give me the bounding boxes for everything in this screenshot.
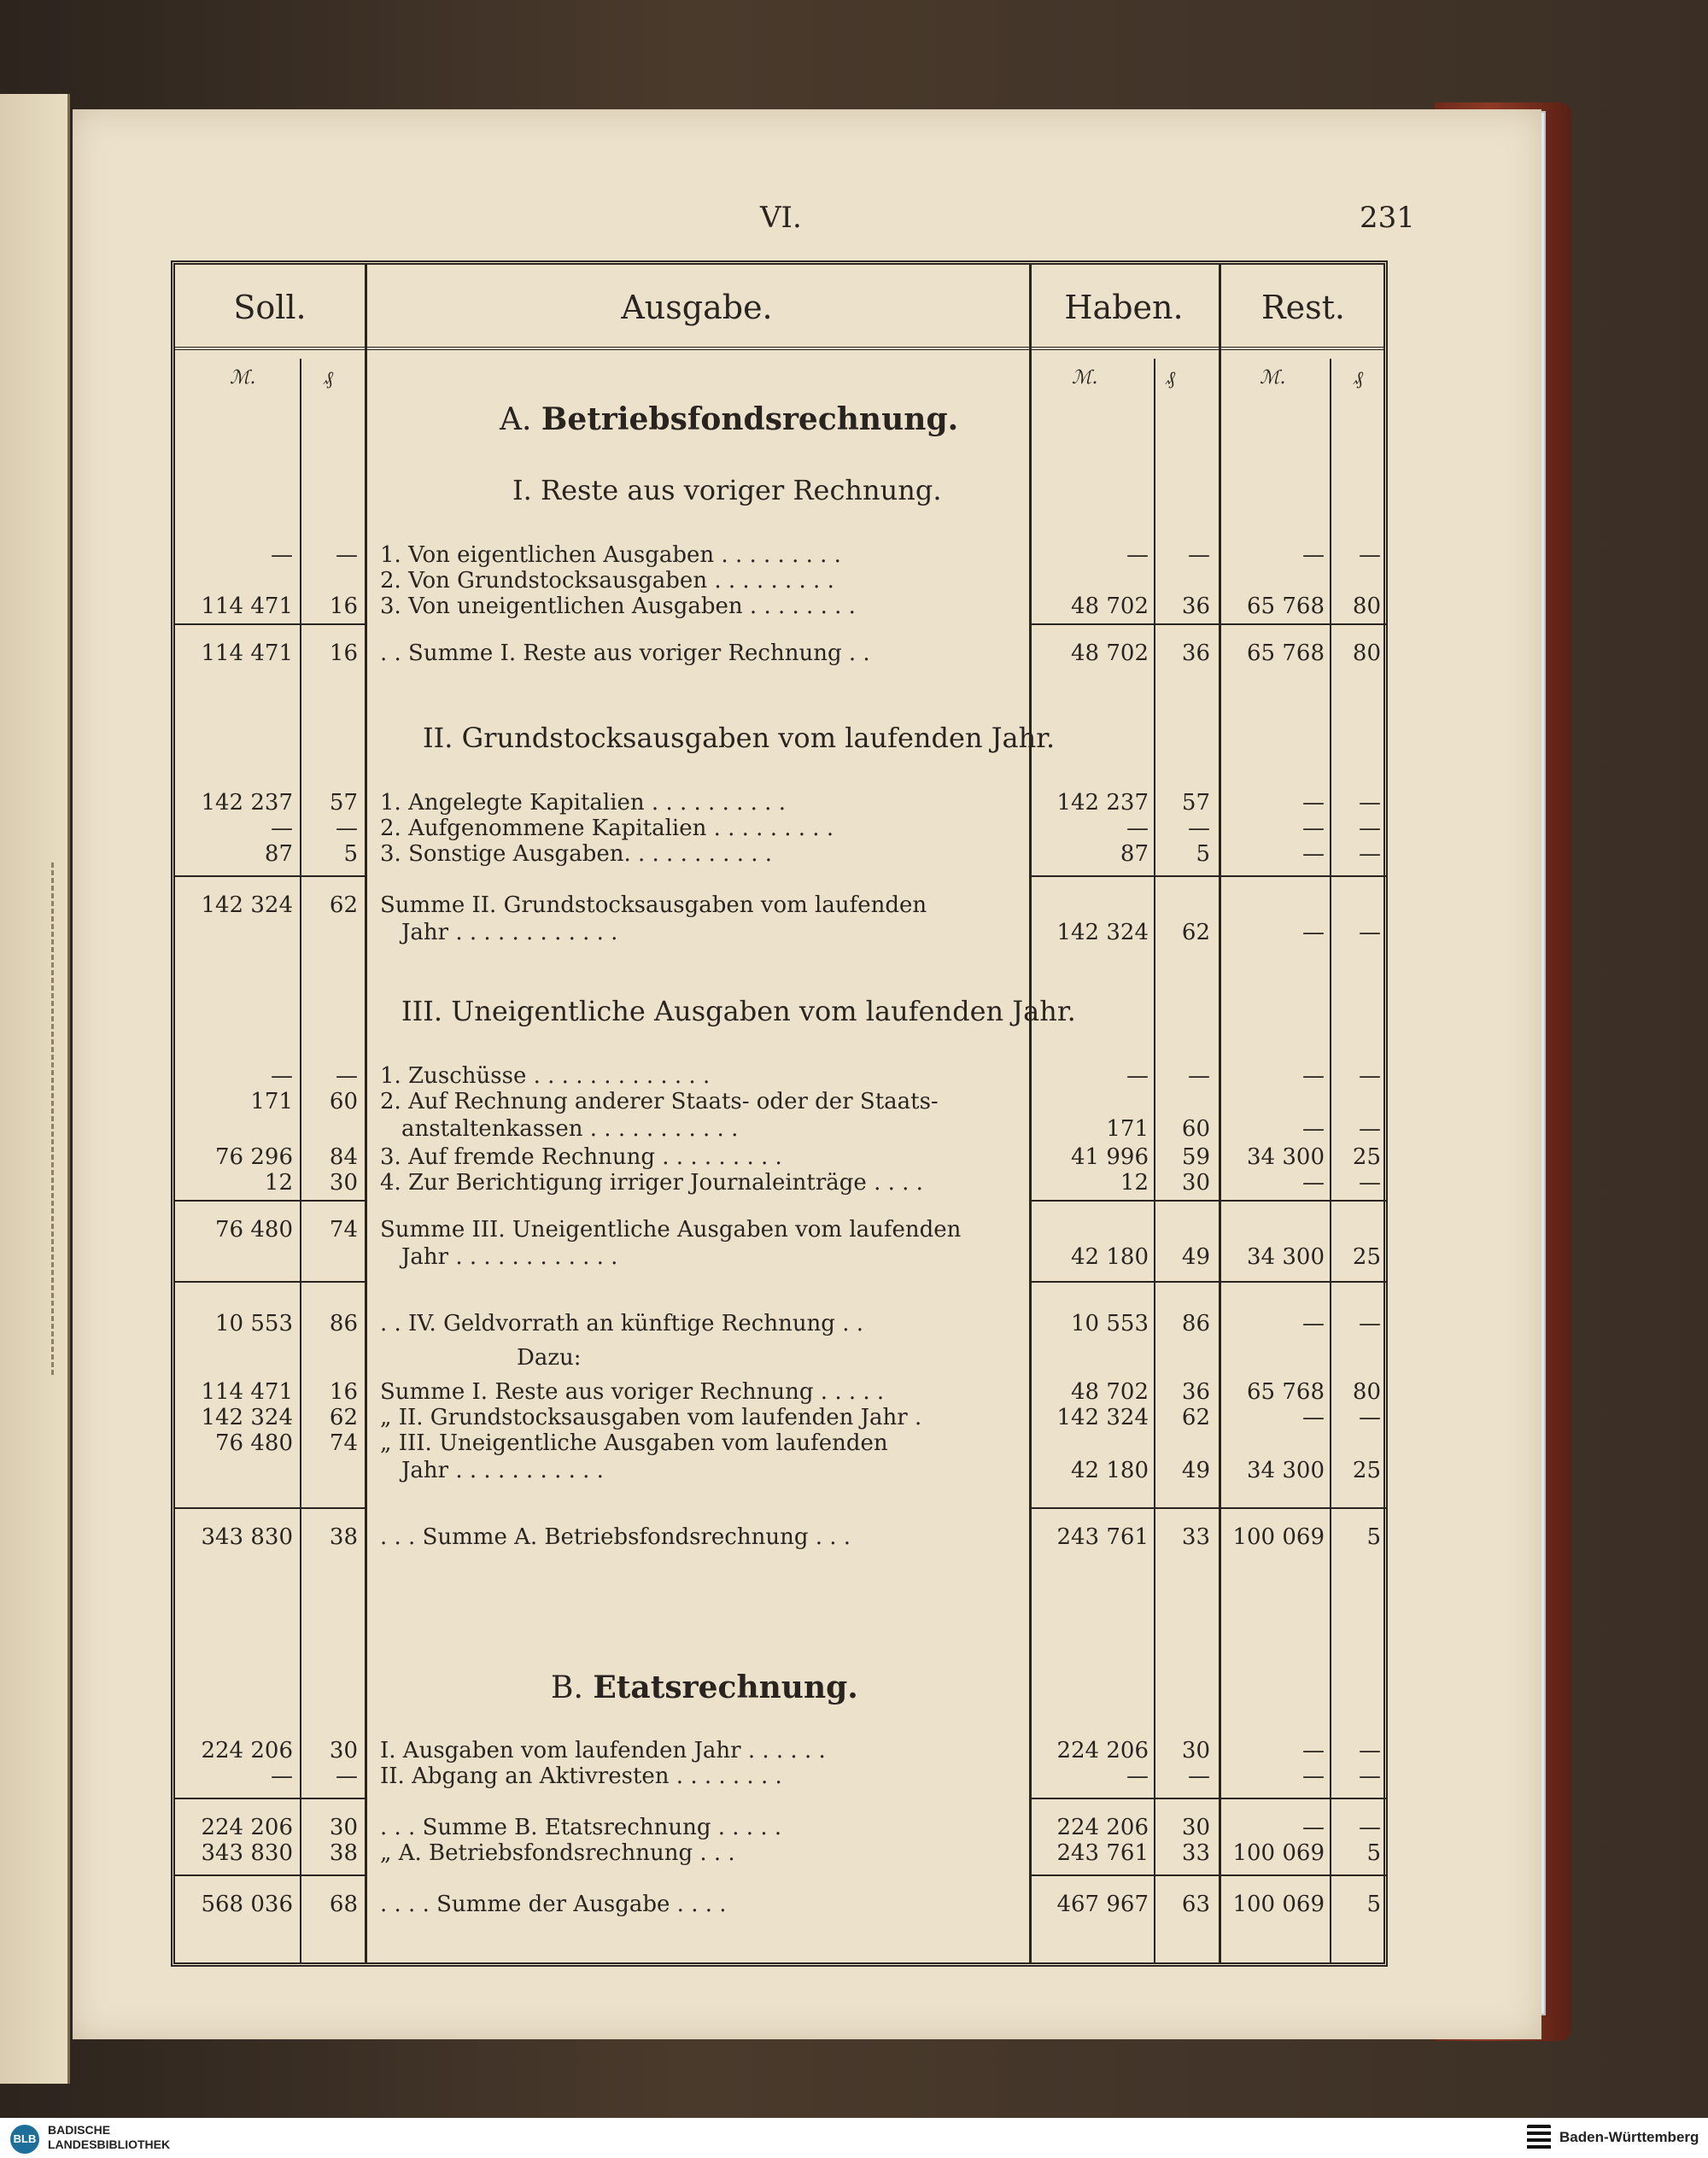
section_a-group3-rows-1-label: 2. Auf Rechnung anderer Staats- oder der Staats- [380, 1089, 939, 1114]
section_b-sums-0-label: . . . Summe B. Etatsrechnung . . . . . [380, 1815, 782, 1840]
section_a-group1-rows-0-haben-p: — [1188, 542, 1210, 568]
section_a-group4-row-label: . . IV. Geldvorrath an künftige Rechnung . . [380, 1311, 864, 1336]
section_a-group2-rows-2-soll-m: 87 [264, 841, 293, 867]
sum-rule [1029, 1200, 1388, 1202]
section_a-group2-rows-2-soll-p: 5 [343, 841, 358, 867]
sum-rule [175, 1281, 365, 1283]
section_a-group4-total-haben-p: 33 [1181, 1524, 1210, 1550]
sum-rule [1029, 875, 1388, 877]
section_a-group4-total-soll-m: 343 830 [201, 1524, 293, 1550]
section-b-letter: B. [551, 1670, 583, 1705]
section_a-group4-rows-0-rest-p: 80 [1352, 1379, 1381, 1405]
section_b-grand_total-label: . . . . Summe der Ausgabe . . . . [380, 1892, 727, 1917]
section_a-group4-row-haben-m: 10 553 [1071, 1311, 1149, 1336]
section_a-group2-rows-2-haben-p: 5 [1196, 841, 1210, 867]
sum-rule [1029, 623, 1388, 625]
section_a-group3-rows-2-haben-m: 41 996 [1071, 1144, 1149, 1170]
section_a-group3-rows-0-soll-p: — [336, 1063, 358, 1089]
sum-rule [175, 1874, 365, 1876]
section_a-group4-total-label: . . . Summe A. Betriebsfondsrechnung . . . [380, 1524, 851, 1550]
section_a-group4-rows-1-soll-p: 62 [329, 1405, 358, 1430]
section_b-sums-1-soll-m: 343 830 [201, 1840, 293, 1866]
section_a-group3-sum-rest-p: 25 [1352, 1244, 1381, 1270]
section_a-group1-rows-0-label: 1. Von eigentlichen Ausgaben . . . . . . . . . [380, 542, 841, 568]
page-number: 231 [1360, 201, 1415, 235]
section_a-group2-sum-soll-m: 142 324 [201, 892, 293, 918]
section_a-group4-total-rest-p: 5 [1366, 1524, 1381, 1550]
left-page-edge [0, 94, 70, 2084]
col-haben: Haben. [1064, 289, 1184, 326]
ledger-table [171, 260, 1388, 1967]
section_a-group3-rows-3-haben-m: 12 [1120, 1170, 1149, 1196]
section_b-grand_total-rest-m: 100 069 [1232, 1892, 1325, 1917]
col-rest: Rest. [1261, 289, 1345, 326]
section_b-rows-1-haben-m: — [1126, 1763, 1149, 1789]
section_a-group4-rows-2-soll-p: 74 [329, 1430, 358, 1456]
section_a-group2-sum-haben-m: 142 324 [1056, 920, 1149, 945]
section_a-group1-rows-0-soll-p: — [336, 542, 358, 568]
section_a-group3-rows-1-label-2: anstaltenkassen . . . . . . . . . . . [401, 1116, 739, 1142]
section_a-group1-rows-2-rest-p: 80 [1352, 594, 1381, 619]
rule-soll-end [365, 265, 367, 1962]
section_a-group3-rows-3-rest-p: — [1359, 1170, 1381, 1196]
blb-name [48, 2123, 170, 2152]
section_b-grand_total-soll-m: 568 036 [201, 1892, 293, 1917]
section_b-sums-0-soll-p: 30 [329, 1815, 358, 1840]
binding-stitch [51, 863, 55, 1375]
section_a-group2-rows-1-soll-m: — [271, 816, 293, 841]
section_a-group2-rows-1-haben-m: — [1126, 816, 1149, 841]
section_a-group1-rows-2-soll-p: 16 [329, 594, 358, 619]
section-numeral: VI. [760, 201, 802, 235]
section_a-group4-rows-1-soll-m: 142 324 [201, 1405, 293, 1430]
section_a-group3-rows-3-soll-m: 12 [264, 1170, 293, 1196]
section_a-group1-sum-haben-m: 48 702 [1071, 640, 1149, 666]
sum-rule [175, 623, 365, 625]
section_a-group4-rows-1-rest-p: — [1359, 1405, 1381, 1430]
section_a-group3-rows-2-label: 3. Auf fremde Rechnung . . . . . . . . . [380, 1144, 782, 1170]
section_a-group2-rows-0-soll-m: 142 237 [201, 790, 293, 816]
section_a-group4-rows-0-soll-m: 114 471 [201, 1379, 293, 1405]
section_b-grand_total-soll-p: 68 [329, 1892, 358, 1917]
section_a-group3-rows-2-soll-m: 76 296 [215, 1144, 293, 1170]
section_a-group4-rows-1-label: „ II. Grundstocksausgaben vom laufenden Jahr . [380, 1405, 922, 1430]
section_a-group4-row-haben-p: 86 [1181, 1311, 1210, 1336]
section_a-group3-rows-1-rest-m: — [1302, 1116, 1325, 1142]
section_a-group3-rows-1-haben-m: 171 [1106, 1116, 1149, 1142]
section_a-group1-sum-haben-p: 36 [1181, 640, 1210, 666]
section_a-group4-row-soll-m: 10 553 [215, 1311, 293, 1336]
section-b-title [551, 1670, 858, 1705]
section_b-grand_total-haben-p: 63 [1181, 1892, 1210, 1917]
section_a-group1-rows-2-label: 3. Von uneigentlichen Ausgaben . . . . . . . . [380, 594, 856, 619]
section_b-rows-1-label: II. Abgang an Aktivresten . . . . . . . . [380, 1763, 782, 1789]
section_a-group1-rows-0-rest-p: — [1359, 542, 1381, 568]
section_a-group2-rows-0-label: 1. Angelegte Kapitalien . . . . . . . . . . [380, 790, 786, 816]
section_a-group4-rows-2-soll-m: 76 480 [215, 1430, 293, 1456]
section_a-group2-sum-soll-p: 62 [329, 892, 358, 918]
section_a-group4-row-soll-p: 86 [329, 1311, 358, 1336]
section_a-group1-rows-1-label: 2. Von Grundstocksausgaben . . . . . . . . . [380, 568, 834, 594]
unit-pf-rest: ₰ [1354, 368, 1363, 389]
section_b-rows-0-soll-m: 224 206 [201, 1738, 293, 1763]
section_b-sums-0-soll-m: 224 206 [201, 1815, 293, 1840]
section_a-group4-rows-0-haben-m: 48 702 [1071, 1379, 1149, 1405]
section_a-group3-rows-2-rest-p: 25 [1352, 1144, 1381, 1170]
sum-rule [175, 1507, 365, 1509]
section_a-group4-rows-2-label-2: Jahr . . . . . . . . . . . [401, 1458, 604, 1483]
section_a-group3-sum-soll-m: 76 480 [215, 1217, 293, 1243]
section_a-group4-row-rest-p: — [1359, 1311, 1381, 1336]
section_a-group3-rows-1-rest-p: — [1359, 1116, 1381, 1142]
col-soll: Soll. [233, 289, 307, 326]
section_a-group3-sum-soll-p: 74 [329, 1217, 358, 1243]
section_a-group2-rows-0-haben-p: 57 [1181, 790, 1210, 816]
section_a-group3-rows-2-rest-m: 34 300 [1247, 1144, 1325, 1170]
section_a-group3-rows-0-soll-m: — [271, 1063, 293, 1089]
section_b-rows-0-rest-p: — [1359, 1738, 1381, 1763]
group3-title: III. Uneigentliche Ausgaben vom laufenden Jahr. [401, 995, 1076, 1027]
unit-pf-soll: ₰ [324, 368, 333, 389]
section_a-group4-rows-1-haben-p: 62 [1181, 1405, 1210, 1430]
section_b-sums-1-rest-p: 5 [1366, 1840, 1381, 1866]
section_a-group4-total-rest-m: 100 069 [1232, 1524, 1325, 1550]
section_a-group1-sum-rest-p: 80 [1352, 640, 1381, 666]
section_a-group3-rows-1-soll-m: 171 [250, 1089, 293, 1114]
section_b-rows-1-soll-p: — [336, 1763, 358, 1789]
section_a-group3-sum-label: Summe III. Uneigentliche Ausgaben vom laufenden [380, 1217, 962, 1243]
section_a-group1-rows-0-rest-m: — [1302, 542, 1325, 568]
section_a-group3-sum-haben-p: 49 [1181, 1244, 1210, 1270]
section_a-group3-rows-3-label: 4. Zur Berichtigung irriger Journaleinträge . . . . [380, 1170, 923, 1196]
section_a-group3-rows-2-soll-p: 84 [329, 1144, 358, 1170]
section_a-group3-rows-0-rest-p: — [1359, 1063, 1381, 1089]
unit-mark-soll: ℳ. [230, 367, 256, 389]
section_a-group3-rows-0-label: 1. Zuschüsse . . . . . . . . . . . . . [380, 1063, 711, 1089]
dazu-label: Dazu: [517, 1345, 582, 1371]
section_a-group2-sum-rest-p: — [1359, 920, 1381, 945]
bw-coat-of-arms-icon [1527, 2125, 1551, 2152]
sum-rule [175, 1200, 365, 1202]
section_a-group4-rows-0-rest-m: 65 768 [1247, 1379, 1325, 1405]
library-footer [0, 2118, 1708, 2158]
section_a-group4-total-soll-p: 38 [329, 1524, 358, 1550]
section-a-name: Betriebsfondsrechnung. [541, 401, 959, 437]
section_a-group1-rows-0-haben-m: — [1126, 542, 1149, 568]
section_a-group4-rows-1-haben-m: 142 324 [1056, 1405, 1149, 1430]
section_b-rows-1-haben-p: — [1188, 1763, 1210, 1789]
section_b-rows-1-rest-p: — [1359, 1763, 1381, 1789]
section_b-sums-0-haben-p: 30 [1181, 1815, 1210, 1840]
section_a-group4-rows-2-haben-m: 42 180 [1071, 1458, 1149, 1483]
blb-logo: BLB [10, 2125, 39, 2154]
blb-line1: BADISCHE [48, 2123, 111, 2137]
section_a-group2-rows-1-rest-p: — [1359, 816, 1381, 841]
unit-pf-haben: ₰ [1166, 368, 1175, 389]
section_a-group1-sum-soll-p: 16 [329, 640, 358, 666]
section_a-group4-rows-2-rest-m: 34 300 [1247, 1458, 1325, 1483]
section_a-group3-rows-0-haben-m: — [1126, 1063, 1149, 1089]
column-header-row [175, 265, 1383, 350]
section_a-group2-rows-0-soll-p: 57 [329, 790, 358, 816]
section_b-rows-0-haben-m: 224 206 [1056, 1738, 1149, 1763]
section_b-sums-0-haben-m: 224 206 [1056, 1815, 1149, 1840]
section_a-group3-rows-0-haben-p: — [1188, 1063, 1210, 1089]
section_b-sums-1-soll-p: 38 [329, 1840, 358, 1866]
bw-name: Baden-Württemberg [1559, 2129, 1699, 2145]
section_a-group4-row-rest-m: — [1302, 1311, 1325, 1336]
section_a-group2-rows-0-haben-m: 142 237 [1056, 790, 1149, 816]
section_a-group2-rows-1-soll-p: — [336, 816, 358, 841]
section_a-group2-sum-label-2: Jahr . . . . . . . . . . . . [401, 920, 618, 945]
section_a-group1-rows-0-soll-m: — [271, 542, 293, 568]
section_b-rows-1-soll-m: — [271, 1763, 293, 1789]
section_a-group3-rows-2-haben-p: 59 [1181, 1144, 1210, 1170]
section_a-group4-rows-2-haben-p: 49 [1181, 1458, 1210, 1483]
blb-line2: LANDESBIBLIOTHEK [48, 2138, 171, 2151]
section_a-group2-rows-2-haben-m: 87 [1120, 841, 1149, 867]
section_b-sums-1-rest-m: 100 069 [1232, 1840, 1325, 1866]
section-b-name: Etatsrechnung. [593, 1670, 858, 1705]
section_b-grand_total-rest-p: 5 [1366, 1892, 1381, 1917]
section_a-group2-rows-2-rest-p: — [1359, 841, 1381, 867]
section_a-group1-rows-2-haben-p: 36 [1181, 594, 1210, 619]
section_a-group3-rows-3-rest-m: — [1302, 1170, 1325, 1196]
section_a-group3-sum-haben-m: 42 180 [1071, 1244, 1149, 1270]
unit-mark-haben: ℳ. [1072, 367, 1098, 389]
section_a-group3-rows-1-soll-p: 60 [329, 1089, 358, 1114]
section_b-rows-0-label: I. Ausgaben vom laufenden Jahr . . . . . . [380, 1738, 826, 1763]
page-header [0, 201, 1708, 235]
section_a-group1-rows-2-soll-m: 114 471 [201, 594, 293, 619]
section-a-title [500, 401, 958, 437]
section_b-sums-0-rest-m: — [1302, 1815, 1325, 1840]
sum-rule [1029, 1798, 1388, 1799]
section_b-sums-0-rest-p: — [1359, 1815, 1381, 1840]
section_a-group4-rows-2-label: „ III. Uneigentliche Ausgaben vom laufenden [380, 1430, 888, 1456]
section_a-group2-rows-2-rest-m: — [1302, 841, 1325, 867]
section_a-group2-rows-1-rest-m: — [1302, 816, 1325, 841]
section_b-rows-0-haben-p: 30 [1181, 1738, 1210, 1763]
section_a-group2-rows-0-rest-m: — [1302, 790, 1325, 816]
sum-rule [1029, 1507, 1388, 1509]
section_a-group1-sum-rest-m: 65 768 [1247, 640, 1325, 666]
section_a-group1-rows-2-haben-m: 48 702 [1071, 594, 1149, 619]
section_b-rows-1-rest-m: — [1302, 1763, 1325, 1789]
section_a-group3-rows-0-rest-m: — [1302, 1063, 1325, 1089]
section_a-group4-rows-0-haben-p: 36 [1181, 1379, 1210, 1405]
section_a-group4-rows-0-label: Summe I. Reste aus voriger Rechnung . . . . . [380, 1379, 885, 1405]
section_b-sums-1-haben-m: 243 761 [1056, 1840, 1149, 1866]
section_a-group4-rows-2-rest-p: 25 [1352, 1458, 1381, 1483]
section_a-group4-total-haben-m: 243 761 [1056, 1524, 1149, 1550]
section_b-grand_total-haben-m: 467 967 [1056, 1892, 1149, 1917]
rule-ausgabe-end [1029, 265, 1032, 1962]
section_a-group3-rows-3-soll-p: 30 [329, 1170, 358, 1196]
section_b-rows-0-rest-m: — [1302, 1738, 1325, 1763]
section_a-group2-sum-haben-p: 62 [1181, 920, 1210, 945]
section_a-group2-sum-rest-m: — [1302, 920, 1325, 945]
section_a-group3-rows-1-haben-p: 60 [1181, 1116, 1210, 1142]
section_a-group2-rows-1-label: 2. Aufgenommene Kapitalien . . . . . . . . . [380, 816, 834, 841]
sum-rule [175, 1798, 365, 1799]
col-ausgabe: Ausgabe. [621, 289, 773, 326]
sum-rule [1029, 1281, 1388, 1283]
sum-rule [175, 875, 365, 877]
section_b-sums-1-label: „ A. Betriebsfondsrechnung . . . [380, 1840, 735, 1866]
section_a-group2-rows-1-haben-p: — [1188, 816, 1210, 841]
sum-rule [1029, 1874, 1388, 1876]
unit-mark-rest: ℳ. [1260, 367, 1286, 389]
section_a-group3-sum-rest-m: 34 300 [1247, 1244, 1325, 1270]
section-a-letter: A. [500, 402, 532, 437]
group1-title: I. Reste aus voriger Rechnung. [512, 474, 942, 506]
section_a-group1-sum-soll-m: 114 471 [201, 640, 293, 666]
section_a-group2-sum-label: Summe II. Grundstocksausgaben vom laufenden [380, 892, 927, 918]
section_a-group3-sum-label-2: Jahr . . . . . . . . . . . . [401, 1244, 618, 1270]
section_a-group2-rows-2-label: 3. Sonstige Ausgaben. . . . . . . . . . . [380, 841, 773, 867]
section_b-sums-1-haben-p: 33 [1181, 1840, 1210, 1866]
section_a-group4-rows-1-rest-m: — [1302, 1405, 1325, 1430]
section_a-group2-rows-0-rest-p: — [1359, 790, 1381, 816]
section_a-group4-rows-0-soll-p: 16 [329, 1379, 358, 1405]
rule-haben-end [1219, 265, 1221, 1962]
section_a-group1-sum-label: . . Summe I. Reste aus voriger Rechnung . . [380, 640, 870, 666]
group2-title: II. Grundstocksausgaben vom laufenden Jahr. [423, 722, 1056, 754]
section_a-group3-rows-3-haben-p: 30 [1181, 1170, 1210, 1196]
section_a-group1-rows-2-rest-m: 65 768 [1247, 594, 1325, 619]
section_b-rows-0-soll-p: 30 [329, 1738, 358, 1763]
